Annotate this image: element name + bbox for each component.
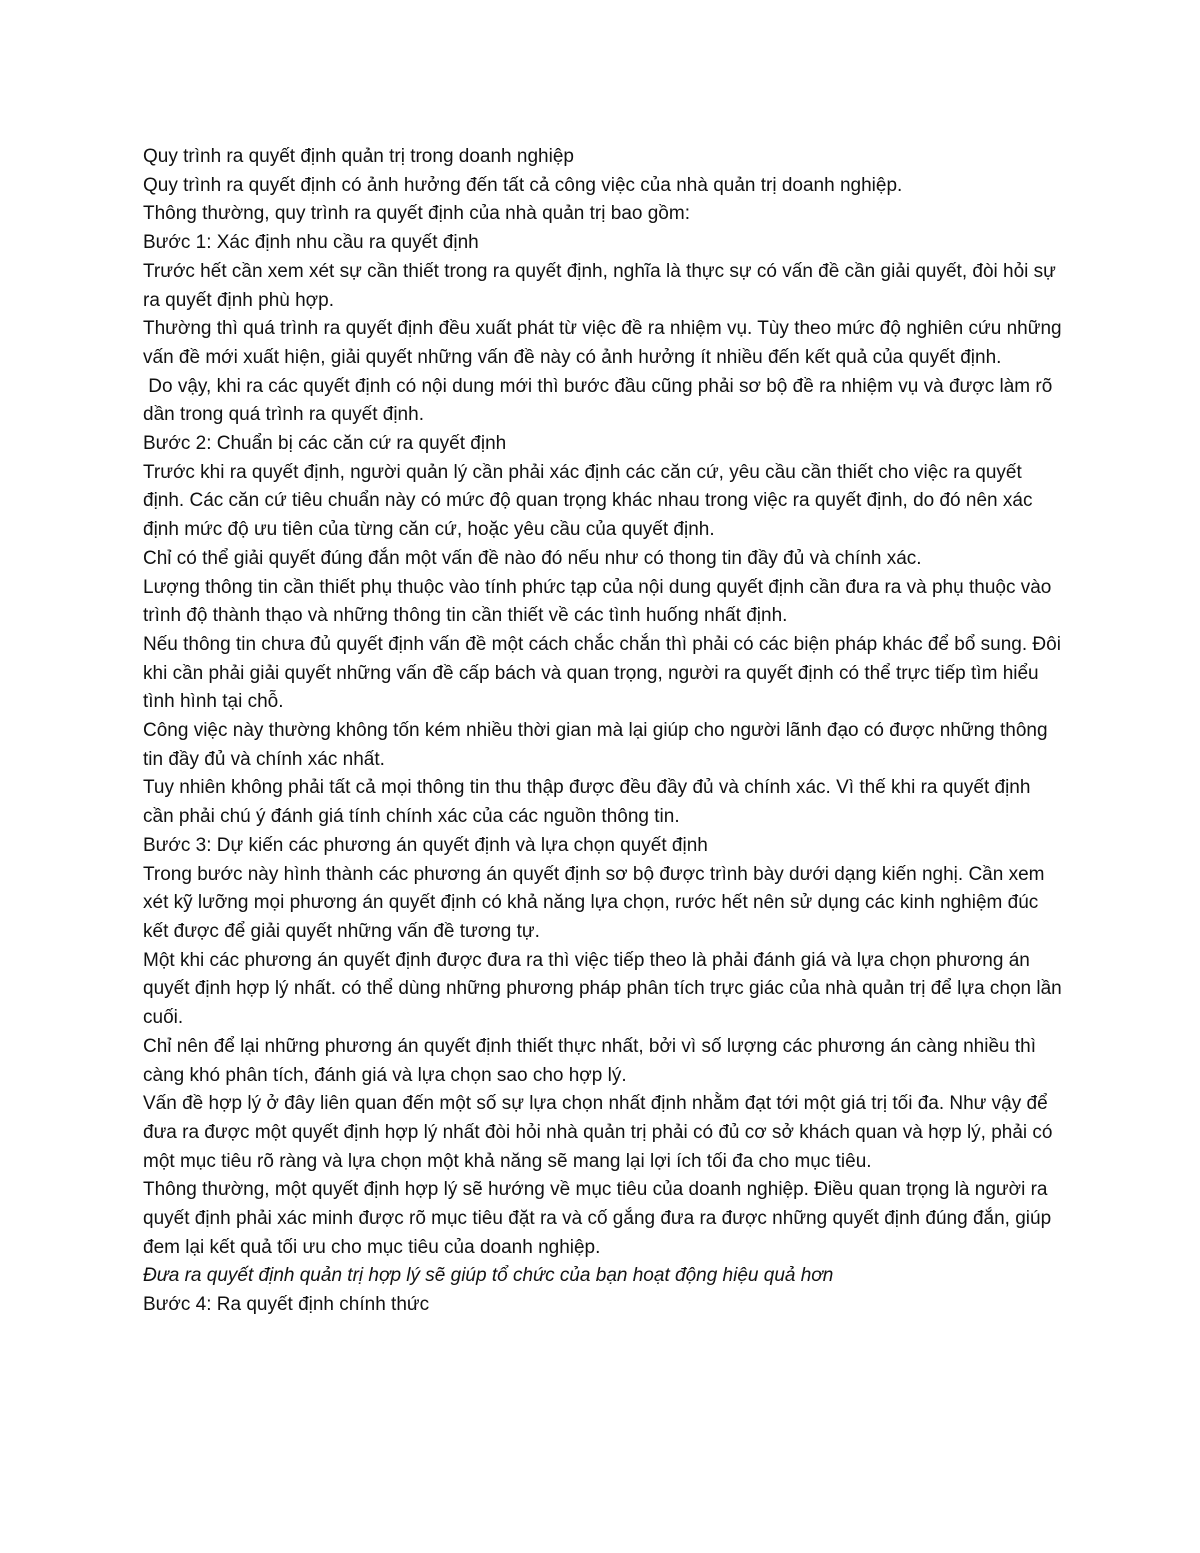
paragraph: Chỉ nên để lại những phương án quyết định thiết thực nhất, bởi vì số lượng các phương án càng nhiều thì càng khó phân tích, đánh giá và lựa chọn sao cho hợp lý. [143,1035,1036,1086]
document-body [143,143,1063,1320]
step-heading-1: Bước 1: Xác định nhu cầu ra quyết định [143,232,479,254]
step-heading-3: Bước 3: Dự kiến các phương án quyết định và lựa chọn quyết định [143,834,708,856]
image-caption: Đưa ra quyết định quản trị hợp lý sẽ giúp tổ chức của bạn hoạt động hiệu quả hơn [143,1265,834,1287]
paragraph: Quy trình ra quyết định có ảnh hưởng đến tất cả công việc của nhà quản trị doanh nghiệp. [143,174,903,196]
paragraph: Thường thì quá trình ra quyết định đều xuất phát từ việc đề ra nhiệm vụ. Tùy theo mức độ nghiên cứu những vấn đề mới xuất hiện, giải quyết những vấn đề này có ảnh hưởng ít nhiều đến kết quả của quyết định. [143,318,1062,368]
paragraph: Trong bước này hình thành các phương án quyết định sơ bộ được trình bày dưới dạng kiến nghị. Cần xem xét kỹ lưỡng mọi phương án quyết định có khả năng lựa chọn, rước hết nên sử dụng các kinh nghiệm đúc kết được để giải quyết những vấn đề tương tự. [143,863,1045,942]
paragraph: Công việc này thường không tốn kém nhiều thời gian mà lại giúp cho người lãnh đạo có được những thông tin đầy đủ và chính xác nhất. [143,720,1048,770]
paragraph: Lượng thông tin cần thiết phụ thuộc vào tính phức tạp của nội dung quyết định cần đưa ra và phụ thuộc vào trình độ thành thạo và những thông tin cần thiết về các tình huống nhất định. [143,576,1052,627]
paragraph: Thông thường, quy trình ra quyết định của nhà quản trị bao gồm: [143,203,690,225]
paragraph: Trước hết cần xem xét sự cần thiết trong ra quyết định, nghĩa là thực sự có vấn đề cần giải quyết, đòi hỏi sự ra quyết định phù hợp. [143,260,1056,311]
paragraph: Một khi các phương án quyết định được đưa ra thì việc tiếp theo là phải đánh giá và lựa chọn phương án quyết định hợp lý nhất. có thể dùng những phương pháp phân tích trực giác của nhà quản trị để lựa chọn lần cuối. [143,949,1062,1029]
paragraph: Do vậy, khi ra các quyết định có nội dung mới thì bước đầu cũng phải sơ bộ đề ra nhiệm vụ và được làm rõ dần trong quá trình ra quyết định. [143,375,1058,426]
doc-title: Quy trình ra quyết định quản trị trong doanh nghiệp [143,146,574,167]
step-heading-2: Bước 2: Chuẩn bị các căn cứ ra quyết định [143,433,507,455]
paragraph: Tuy nhiên không phải tất cả mọi thông tin thu thập được đều đầy đủ và chính xác. Vì thế khi ra quyết định cần phải chú ý đánh giá tính chính xác của các nguồn thông tin. [143,777,1031,828]
paragraph: Nếu thông tin chưa đủ quyết định vấn đề một cách chắc chắn thì phải có các biện pháp khác để bổ sung. Đôi khi cần phải giải quyết những vấn đề cấp bách và quan trọng, người ra quyết định có thể trực tiếp tìm hiểu tình hình tại chỗ. [143,633,1061,713]
paragraph: Chỉ có thể giải quyết đúng đắn một vấn đề nào đó nếu như có thong tin đầy đủ và chính xác. [143,547,922,569]
paragraph: Thông thường, một quyết định hợp lý sẽ hướng về mục tiêu của doanh nghiệp. Điều quan trọng là người ra quyết định phải xác minh được rõ mục tiêu đặt ra và cố gắng đưa ra được những quyết định đúng đắn, giúp đem lại kết quả tối ưu cho mục tiêu của doanh nghiệp. [143,1179,1052,1258]
paragraph: Trước khi ra quyết định, người quản lý cần phải xác định các căn cứ, yêu cầu cần thiết cho việc ra quyết định. Các căn cứ tiêu chuẩn này có mức độ quan trọng khác nhau trong việc ra quyết định, do đó nên xác định mức độ ưu tiên của từng căn cứ, hoặc yêu cầu của quyết định. [143,461,1033,541]
paragraph: Vấn đề hợp lý ở đây liên quan đến một số sự lựa chọn nhất định nhằm đạt tới một giá trị tối đa. Như vậy để đưa ra được một quyết định hợp lý nhất đòi hỏi nhà quản trị phải có đủ cơ sở khách quan và hợp lý, phải có một mục tiêu rõ ràng và lựa chọn một khả năng sẽ mang lại lợi ích tối đa cho mục tiêu. [143,1093,1053,1172]
step-heading-4: Bước 4: Ra quyết định chính thức [143,1294,430,1316]
